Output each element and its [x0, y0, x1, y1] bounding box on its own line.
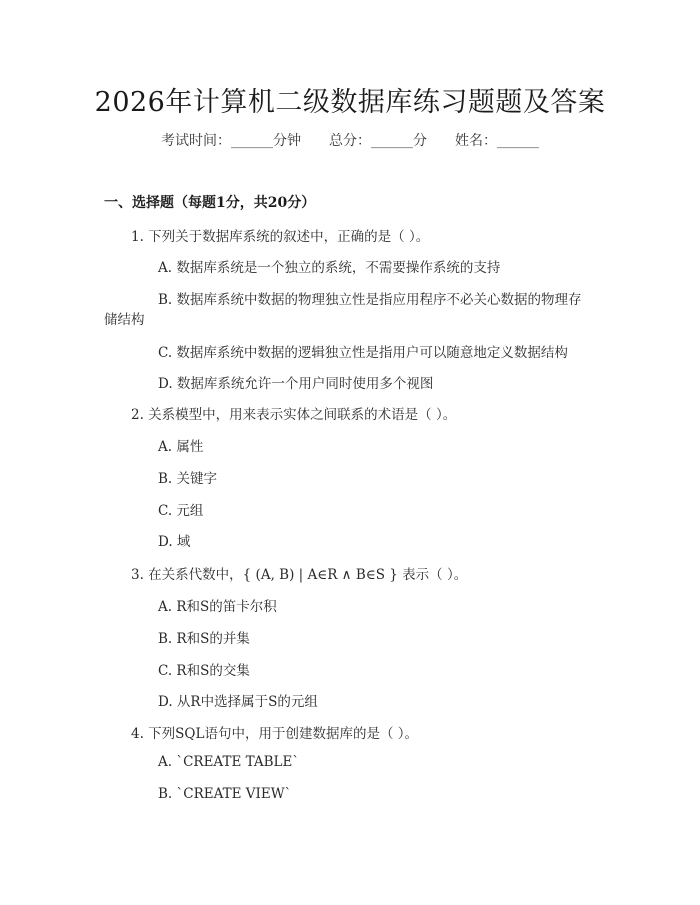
- section-heading: 一、选择题（每题1分，共20分）: [104, 195, 316, 211]
- question-4-option-a: A. `CREATE TABLE`: [158, 754, 300, 770]
- question-1-option-b: B. 数据库系统中数据的物理独立性是指应用程序不必关心数据的物理存: [158, 292, 582, 308]
- total-score-field: 总分：______分: [329, 133, 427, 149]
- question-4-option-b: B. `CREATE VIEW`: [158, 786, 292, 802]
- question-2-option-b: B. 关键字: [158, 471, 218, 487]
- exam-meta: [0, 130, 700, 150]
- question-3: 3. 在关系代数中，{ (A, B) | A∈R ∧ B∈S } 表示（ ）。: [131, 567, 468, 583]
- question-2-option-d: D. 域: [158, 534, 191, 550]
- exam-time-field: 考试时间：______分钟: [161, 133, 301, 149]
- question-3-option-b: B. R和S的并集: [158, 631, 250, 647]
- question-4: 4. 下列SQL语句中，用于创建数据库的是（ ）。: [131, 726, 418, 742]
- question-1-option-a: A. 数据库系统是一个独立的系统，不需要操作系统的支持: [158, 260, 501, 276]
- question-2-option-a: A. 属性: [158, 439, 204, 455]
- question-3-option-a: A. R和S的笛卡尔积: [158, 599, 277, 615]
- question-1-option-d: D. 数据库系统允许一个用户同时使用多个视图: [158, 376, 434, 392]
- question-3-option-d: D. 从R中选择属于S的元组: [158, 694, 318, 710]
- question-1-option-c: C. 数据库系统中数据的逻辑独立性是指用户可以随意地定义数据结构: [158, 345, 568, 361]
- page-title: 2026年计算机二级数据库练习题题及答案: [94, 87, 606, 118]
- question-3-option-c: C. R和S的交集: [158, 663, 250, 679]
- question-1: 1. 下列关于数据库系统的叙述中，正确的是（ ）。: [131, 229, 430, 245]
- question-2: 2. 关系模型中，用来表示实体之间联系的术语是（ ）。: [131, 407, 457, 423]
- question-2-option-c: C. 元组: [158, 503, 204, 519]
- student-name-field: 姓名：______: [455, 133, 539, 149]
- question-1-option-b-continued: 储结构: [104, 312, 145, 328]
